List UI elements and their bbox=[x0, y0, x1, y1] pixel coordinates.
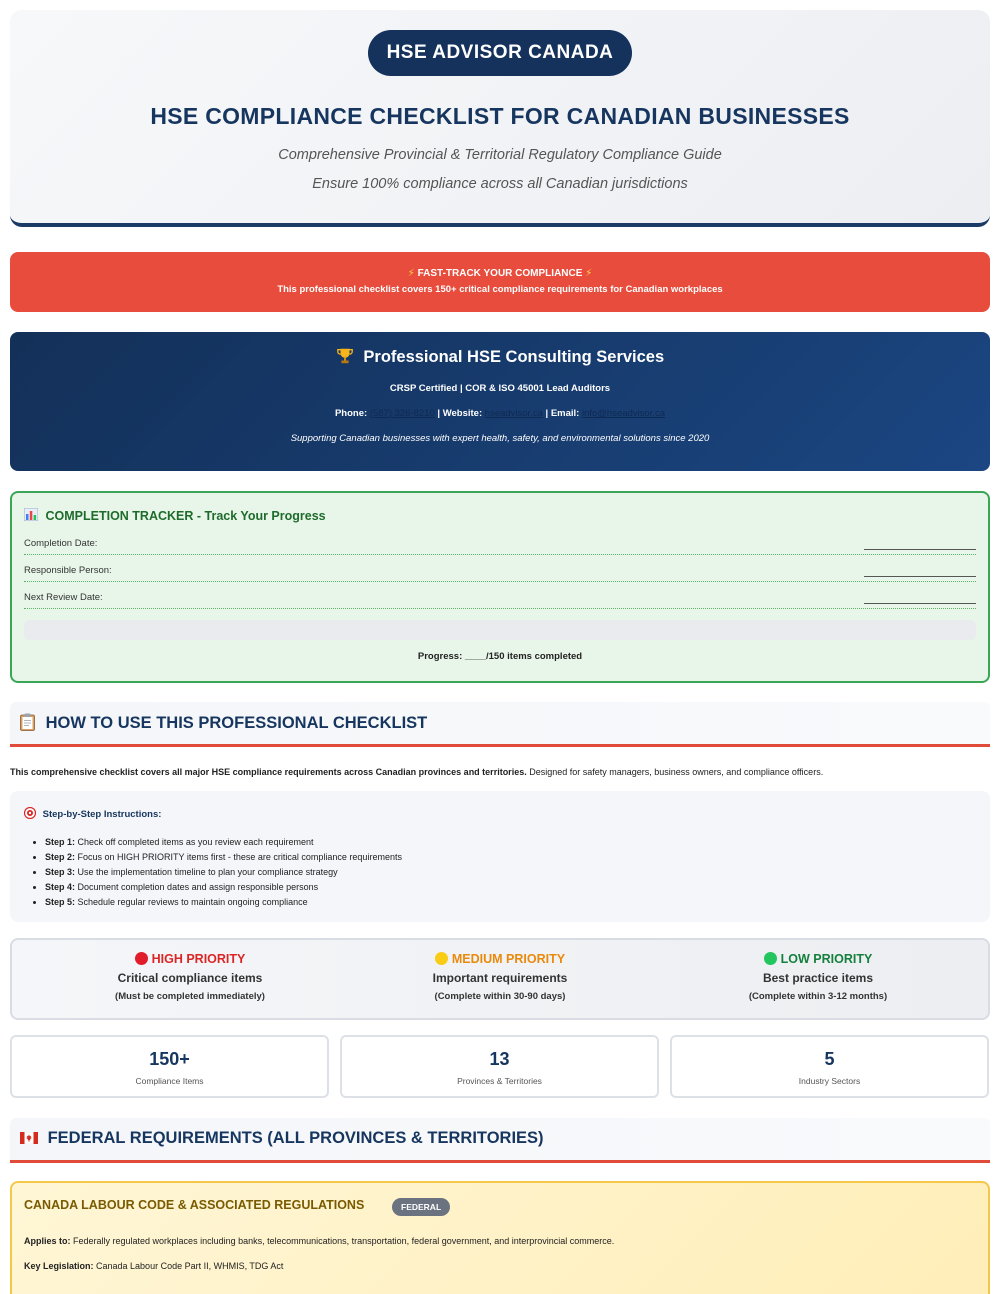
page-title: HSE COMPLIANCE CHECKLIST FOR CANADIAN BUSINESSES bbox=[150, 103, 850, 129]
fast-track-title-row bbox=[10, 268, 990, 279]
federal-card-title: CANADA LABOUR CODE & ASSOCIATED REGULATIONS bbox=[24, 1198, 365, 1212]
key-legislation-line bbox=[24, 1261, 283, 1271]
green-circle-icon bbox=[764, 952, 777, 965]
completion-date-label: Completion Date: bbox=[24, 538, 98, 549]
page-tagline: Ensure 100% compliance across all Canadian jurisdictions bbox=[312, 176, 688, 192]
consulting-tagline: Supporting Canadian businesses with expert health, safety, and environmental solutions since 2020 bbox=[290, 433, 710, 444]
progress-bar bbox=[24, 620, 976, 640]
phone-link[interactable]: (587) 326-8210 bbox=[369, 408, 435, 419]
list-item bbox=[45, 865, 402, 880]
fast-track-text: This professional checklist covers 150+ critical compliance requirements for Canadian workplaces bbox=[277, 284, 723, 295]
email-label: | Email: bbox=[545, 408, 580, 419]
page-subtitle: Comprehensive Provincial & Territorial Regulatory Compliance Guide bbox=[278, 147, 722, 163]
completion-tracker bbox=[10, 491, 990, 683]
consulting-title: Professional HSE Consulting Services bbox=[363, 348, 665, 366]
responsible-person-row bbox=[24, 562, 976, 582]
high-priority-label: HIGH PRIORITY bbox=[151, 952, 246, 966]
low-priority-desc: Best practice items bbox=[762, 971, 874, 985]
stat-card-sectors bbox=[670, 1035, 989, 1098]
key-legislation-label: Key Legislation: bbox=[24, 1261, 94, 1271]
fast-track-title: FAST-TRACK YOUR COMPLIANCE bbox=[417, 268, 583, 279]
fast-track-banner bbox=[10, 252, 990, 312]
instructions-title-row bbox=[24, 807, 161, 820]
high-priority-column bbox=[30, 952, 350, 1002]
bar-chart-icon bbox=[24, 508, 38, 521]
federal-requirement-card bbox=[10, 1181, 990, 1294]
next-review-date-field[interactable] bbox=[864, 603, 976, 604]
progress-text: Progress: ____/150 items completed bbox=[417, 651, 583, 662]
how-to-title: HOW TO USE THIS PROFESSIONAL CHECKLIST bbox=[45, 714, 428, 732]
step-text: Use the implementation timeline to plan your compliance strategy bbox=[75, 867, 338, 877]
federal-section-header bbox=[10, 1118, 990, 1163]
high-priority-desc: Critical compliance items bbox=[117, 971, 263, 985]
federal-title-row bbox=[20, 1129, 544, 1148]
applies-to-line bbox=[24, 1236, 614, 1246]
lightning-icon: ⚡ bbox=[585, 268, 593, 279]
instructions-box bbox=[10, 791, 990, 922]
stat-label: Industry Sectors bbox=[798, 1076, 861, 1086]
intro-rest: Designed for safety managers, business owners, and compliance officers. bbox=[526, 767, 824, 777]
responsible-person-label: Responsible Person: bbox=[24, 565, 112, 576]
instructions-list bbox=[45, 835, 402, 910]
medium-priority-desc: Important requirements bbox=[432, 971, 568, 985]
certifications: CRSP Certified | COR & ISO 45001 Lead Auditors bbox=[389, 383, 611, 394]
header-banner bbox=[10, 10, 990, 227]
consulting-title-row bbox=[10, 347, 990, 367]
responsible-person-field[interactable] bbox=[864, 576, 976, 577]
list-item bbox=[45, 895, 402, 910]
stat-value: 5 bbox=[824, 1049, 835, 1069]
step-label: Step 1: bbox=[45, 837, 76, 847]
step-label: Step 3: bbox=[45, 867, 76, 877]
red-circle-icon bbox=[135, 952, 148, 965]
step-label: Step 5: bbox=[45, 897, 76, 907]
brand-logo: HSE ADVISOR CANADA bbox=[368, 30, 632, 76]
stat-label: Provinces & Territories bbox=[457, 1076, 542, 1086]
step-label: Step 2: bbox=[45, 852, 76, 862]
next-review-date-row bbox=[24, 589, 976, 609]
step-text: Schedule regular reviews to maintain ongoing compliance bbox=[75, 897, 308, 907]
high-priority-note: (Must be completed immediately) bbox=[115, 991, 265, 1002]
tracker-title: COMPLETION TRACKER - Track Your Progress bbox=[45, 509, 326, 523]
step-label: Step 4: bbox=[45, 882, 76, 892]
priority-legend bbox=[10, 938, 990, 1020]
intro-text bbox=[10, 767, 823, 777]
tracker-title-row bbox=[24, 508, 326, 523]
high-priority-heading bbox=[30, 952, 350, 966]
federal-section-title: FEDERAL REQUIREMENTS (ALL PROVINCES & TERRITORIES) bbox=[47, 1129, 544, 1147]
intro-bold: This comprehensive checklist covers all major HSE compliance requirements across Canadian provinces and territories. bbox=[10, 767, 527, 777]
how-to-section-header bbox=[10, 702, 990, 747]
next-review-date-label: Next Review Date: bbox=[24, 592, 103, 603]
completion-date-row bbox=[24, 535, 976, 555]
consulting-services-card bbox=[10, 332, 990, 471]
medium-priority-column bbox=[340, 952, 660, 1002]
step-text: Check off completed items as you review each requirement bbox=[75, 837, 314, 847]
website-label: | Website: bbox=[437, 408, 483, 419]
lightning-icon: ⚡ bbox=[407, 268, 415, 279]
yellow-circle-icon bbox=[435, 952, 448, 965]
phone-label: Phone: bbox=[334, 408, 368, 419]
applies-to-label: Applies to: bbox=[24, 1236, 71, 1246]
stat-label: Compliance Items bbox=[135, 1076, 204, 1086]
trophy-icon bbox=[336, 347, 354, 365]
step-text: Focus on HIGH PRIORITY items first - these are critical compliance requirements bbox=[75, 852, 402, 862]
contact-line bbox=[10, 408, 990, 419]
canada-flag-icon bbox=[20, 1132, 38, 1144]
medium-priority-label: MEDIUM PRIORITY bbox=[451, 952, 566, 966]
completion-date-field[interactable] bbox=[864, 549, 976, 550]
website-link[interactable]: hseadvisor.ca bbox=[484, 408, 543, 419]
instructions-title: Step-by-Step Instructions: bbox=[42, 809, 162, 820]
list-item bbox=[45, 880, 402, 895]
list-item bbox=[45, 835, 402, 850]
low-priority-heading bbox=[658, 952, 978, 966]
low-priority-label: LOW PRIORITY bbox=[780, 952, 873, 966]
clipboard-icon bbox=[20, 713, 35, 731]
stat-card-provinces bbox=[340, 1035, 659, 1098]
stat-value: 13 bbox=[489, 1049, 510, 1069]
medium-priority-note: (Complete within 30-90 days) bbox=[434, 991, 566, 1002]
stat-card-compliance-items bbox=[10, 1035, 329, 1098]
list-item bbox=[45, 850, 402, 865]
stat-value: 150+ bbox=[149, 1049, 190, 1069]
federal-badge: FEDERAL bbox=[392, 1198, 450, 1216]
step-text: Document completion dates and assign responsible persons bbox=[75, 882, 319, 892]
key-legislation-text: Canada Labour Code Part II, WHMIS, TDG Act bbox=[93, 1261, 284, 1271]
low-priority-note: (Complete within 3-12 months) bbox=[748, 991, 888, 1002]
applies-to-text: Federally regulated workplaces including banks, telecommunications, transportation, federal government, and interprovincial commerce. bbox=[70, 1236, 615, 1246]
target-icon bbox=[24, 807, 36, 819]
medium-priority-heading bbox=[340, 952, 660, 966]
email-link[interactable]: info@hseadvisor.ca bbox=[581, 408, 666, 419]
how-to-title-row bbox=[20, 713, 427, 733]
low-priority-column bbox=[658, 952, 978, 1002]
